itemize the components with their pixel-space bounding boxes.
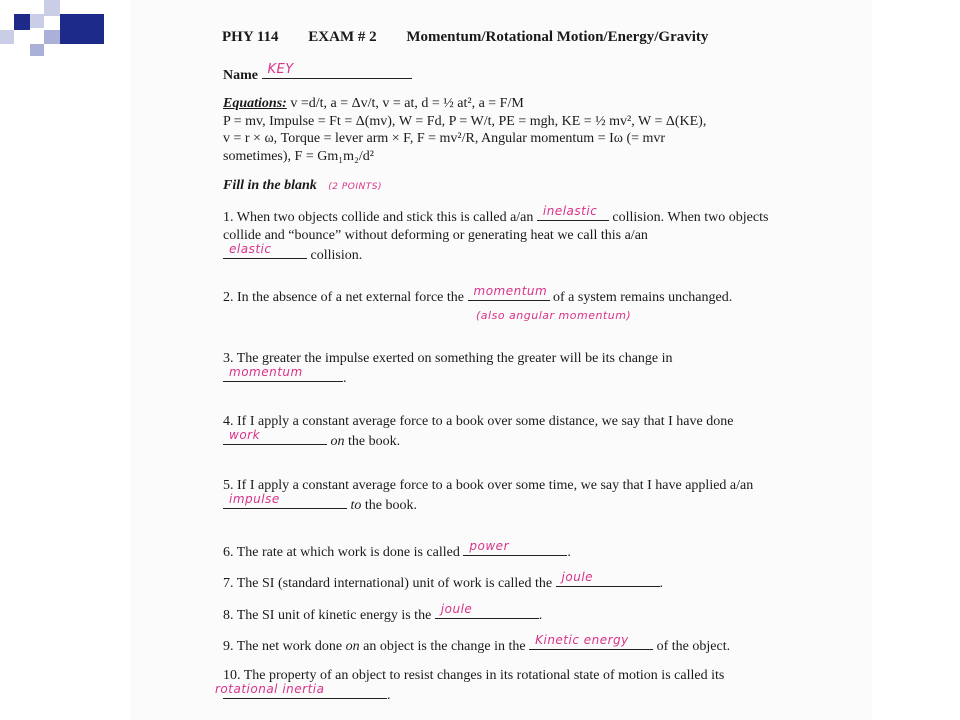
q7-text-a: 7. The SI (standard international) unit of work is called the <box>223 576 553 591</box>
q1-text-c: collision. <box>310 248 363 263</box>
q1-answer-1: inelastic <box>542 204 598 218</box>
q1-answer-2: elastic <box>229 242 272 256</box>
q9-emphasis: on <box>345 639 360 654</box>
q5-text-b: the book. <box>364 498 417 513</box>
q10-text-a: 10. The property of an object to resist changes in its rotational state of motion is called its <box>223 668 725 683</box>
equations-line-3: v = r × ω, Torque = lever arm × F, F = mv²/R, Angular momentum = Iω (= mvr <box>223 131 666 146</box>
q6-text-a: 6. The rate at which work is done is called <box>223 545 460 560</box>
question-7 <box>223 570 783 593</box>
q1-blank-2 <box>223 242 307 259</box>
logo-square <box>30 44 44 56</box>
equations-line-4: sometimes), F = Gm₁m₂/d² <box>223 148 374 164</box>
q4-emphasis: on <box>330 434 345 449</box>
q9-text-a2: an object is the change in the <box>363 639 526 654</box>
q10-text-b: . <box>387 688 391 703</box>
q5-answer: impulse <box>229 492 280 506</box>
logo-square <box>44 30 60 44</box>
q8-text-a: 8. The SI unit of kinetic energy is the <box>223 608 432 623</box>
q3-text-b: . <box>343 371 347 386</box>
logo-square <box>60 14 104 44</box>
q9-text-b: of the object. <box>656 639 731 654</box>
equations-line-2: P = mv, Impulse = Ft = Δ(mv), W = Fd, P = W/t, PE = mgh, KE = ½ mv², W = Δ(KE), <box>223 113 707 129</box>
q8-text-b: . <box>538 608 543 623</box>
question-3 <box>223 350 783 388</box>
q2-text-a: 2. In the absence of a net external force the <box>223 290 464 305</box>
q4-text-a: 4. If I apply a constant average force to a book over some distance, we say that I have done <box>223 414 734 429</box>
logo-square <box>14 14 30 30</box>
q5-emphasis: to <box>350 498 362 513</box>
name-label: Name <box>223 68 258 83</box>
q7-text-b: . <box>659 576 664 591</box>
q4-answer: work <box>229 428 261 442</box>
exam-number: EXAM # 2 <box>308 29 377 45</box>
q8-answer: joule <box>440 602 473 616</box>
equations-block <box>223 95 783 165</box>
name-field <box>223 64 412 84</box>
question-5 <box>223 477 783 515</box>
q5-blank <box>223 492 347 509</box>
q2-answer: momentum <box>473 284 548 298</box>
question-2 <box>223 284 783 307</box>
q10-answer: rotational inertia <box>215 682 325 696</box>
q3-blank <box>223 365 343 382</box>
course-code: PHY 114 <box>222 29 279 45</box>
question-6 <box>223 539 783 562</box>
q6-text-b: . <box>567 545 571 560</box>
q9-blank <box>529 633 653 650</box>
q2-text-b: of a system remains unchanged. <box>553 290 733 305</box>
exam-header <box>222 29 734 46</box>
question-8 <box>223 602 783 625</box>
logo-square <box>30 14 44 28</box>
q7-blank <box>556 570 660 587</box>
q7-answer: joule <box>561 570 594 584</box>
q9-text-a: 9. The net work done <box>223 639 343 654</box>
name-blank <box>262 64 412 79</box>
q4-text-b: the book. <box>348 434 401 449</box>
q1-text-b: collision. When two objects collide and “bounce” without deforming or generating heat we call this a/an <box>223 210 769 243</box>
question-1 <box>223 204 783 265</box>
q10-blank <box>215 682 387 699</box>
q1-blank-1 <box>537 204 609 221</box>
logo-square <box>0 30 14 44</box>
fill-title-text: Fill in the blank <box>223 178 317 193</box>
points-note: (2 POINTS) <box>328 182 382 192</box>
fill-in-title <box>223 178 382 194</box>
q3-text-a: 3. The greater the impulse exerted on something the greater will be its change in <box>223 351 673 366</box>
q6-blank <box>463 539 567 556</box>
q5-text-a: 5. If I apply a constant average force to a book over some time, we say that I have applied a/an <box>223 478 754 493</box>
equations-title: Equations: <box>223 96 287 111</box>
q2-note: (also angular momentum) <box>476 309 632 322</box>
question-9 <box>223 633 783 656</box>
q6-answer: power <box>469 539 509 553</box>
q1-text-a: 1. When two objects collide and stick this is called a/an <box>223 210 534 225</box>
equations-line-1: v =d/t, a = Δv/t, v = at, d = ½ at², a = F/M <box>290 96 524 111</box>
q2-blank <box>468 284 550 301</box>
name-answer: KEY <box>267 62 294 77</box>
q9-answer: Kinetic energy <box>535 633 629 647</box>
logo-square <box>44 0 60 16</box>
q8-blank <box>435 602 539 619</box>
q4-blank <box>223 428 327 445</box>
q3-answer: momentum <box>229 365 303 379</box>
exam-topics: Momentum/Rotational Motion/Energy/Gravity <box>406 29 709 45</box>
question-10 <box>215 667 783 705</box>
question-4 <box>223 413 783 451</box>
